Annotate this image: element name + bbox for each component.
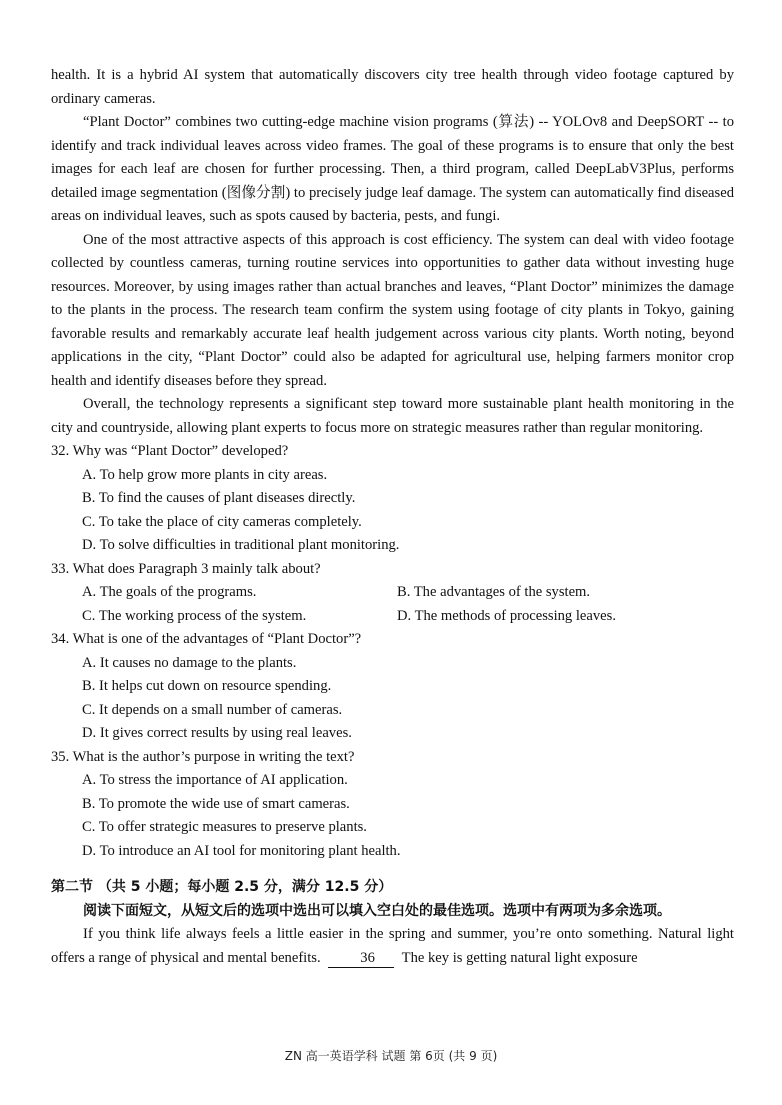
- question-35-option-d: D. To introduce an AI tool for monitoring plant health.: [82, 842, 401, 859]
- question-34: [51, 628, 734, 746]
- question-32-option-d: D. To solve difficulties in traditional plant monitoring.: [82, 537, 400, 553]
- section-2-passage: [51, 923, 734, 970]
- question-34-option-b: B. It helps cut down on resource spending.: [82, 678, 332, 694]
- question-32-stem: 32. Why was “Plant Doctor” developed?: [51, 443, 289, 459]
- section-2-heading: 第二节 （共 5 小题；每小题 2.5 分，满分 12.5 分）: [51, 879, 393, 895]
- question-32: [51, 440, 734, 558]
- page-content: [51, 64, 734, 970]
- question-35-option-c: C. To offer strategic measures to preserve plants.: [82, 819, 367, 835]
- question-34-stem: 34. What is one of the advantages of “Plant Doctor”?: [51, 631, 362, 647]
- question-34-option-d: D. It gives correct results by using real leaves.: [82, 725, 352, 741]
- question-35: [51, 746, 734, 864]
- section-2-text-after: The key is getting natural light exposure: [401, 949, 638, 966]
- section-2-instruction: 阅读下面短文，从短文后的选项中选出可以填入空白处的最佳选项。选项中有两项为多余选项。: [83, 902, 671, 919]
- section-2-text-before: If you think life always feels a little easier in the spring and summer, you’re onto something. Natural light offers a range of physical and mental benefits.: [51, 926, 734, 966]
- question-35-option-b: B. To promote the wide use of smart cameras.: [82, 795, 350, 812]
- question-32-option-b: B. To find the causes of plant diseases directly.: [82, 490, 356, 506]
- question-33-option-d: D. The methods of processing leaves.: [397, 607, 616, 624]
- passage-paragraph-4: Overall, the technology represents a significant step toward more sustainable plant health monitoring in the city and countryside, allowing plant experts to focus more on strategic measures rather than regular monitoring.: [51, 396, 734, 436]
- question-33: [51, 558, 734, 629]
- question-33-option-a: A. The goals of the programs.: [82, 584, 257, 600]
- question-33-option-c: C. The working process of the system.: [82, 607, 307, 624]
- question-32-option-a: A. To help grow more plants in city areas.: [82, 466, 328, 483]
- passage-paragraph-3: One of the most attractive aspects of this approach is cost efficiency. The system can deal with video footage collected by countless cameras, turning routine services into opportunities to gather data without investing huge resources. Moreover, by using images rather than actual branches and leaves, “Plant Doctor” minimizes the damage to the plants in the process. The research team confirm the system using footage of city plants in Tokyo, gaining favorable results and remarkably accurate leaf health judgement across various city plants. Worth noting, beyond applications in the city, “Plant Doctor” could also be adapted for agricultural use, helping farmers monitor crop health and identify diseases before they spread.: [51, 231, 734, 389]
- question-33-option-b: B. The advantages of the system.: [397, 584, 591, 600]
- page-footer: ZN 高一英语学科 试题 第 6页 (共 9 页): [284, 1049, 498, 1063]
- question-34-option-c: C. It depends on a small number of cameras.: [82, 701, 343, 718]
- question-35-option-a: A. To stress the importance of AI application.: [82, 772, 348, 788]
- question-34-option-a: A. It causes no damage to the plants.: [82, 654, 297, 671]
- passage-paragraph-1: health. It is a hybrid AI system that automatically discovers city tree health through video footage captured by ordinary cameras.: [51, 67, 734, 107]
- question-33-options-row-2: [82, 605, 734, 629]
- passage-paragraph-2: “Plant Doctor” combines two cutting-edge machine vision programs (算法) -- YOLOv8 and DeepSORT -- to identify and track individual leaves across video frames. The goal of these programs is to ensure that only the best images for each leaf are chosen for further processing. Then, a third program, called DeepLabV3Plus, performs detailed image segmentation (图像分割) to precisely judge leaf damage. The system can automatically find diseased areas on individual leaves, such as spots caused by bacteria, pests, and fungi.: [51, 114, 734, 224]
- question-33-options-row-1: [82, 581, 734, 605]
- question-33-stem: 33. What does Paragraph 3 mainly talk about?: [51, 560, 321, 577]
- question-32-option-c: C. To take the place of city cameras completely.: [82, 513, 362, 530]
- question-35-stem: 35. What is the author’s purpose in writing the text?: [51, 748, 355, 765]
- blank-36: 36: [328, 950, 394, 968]
